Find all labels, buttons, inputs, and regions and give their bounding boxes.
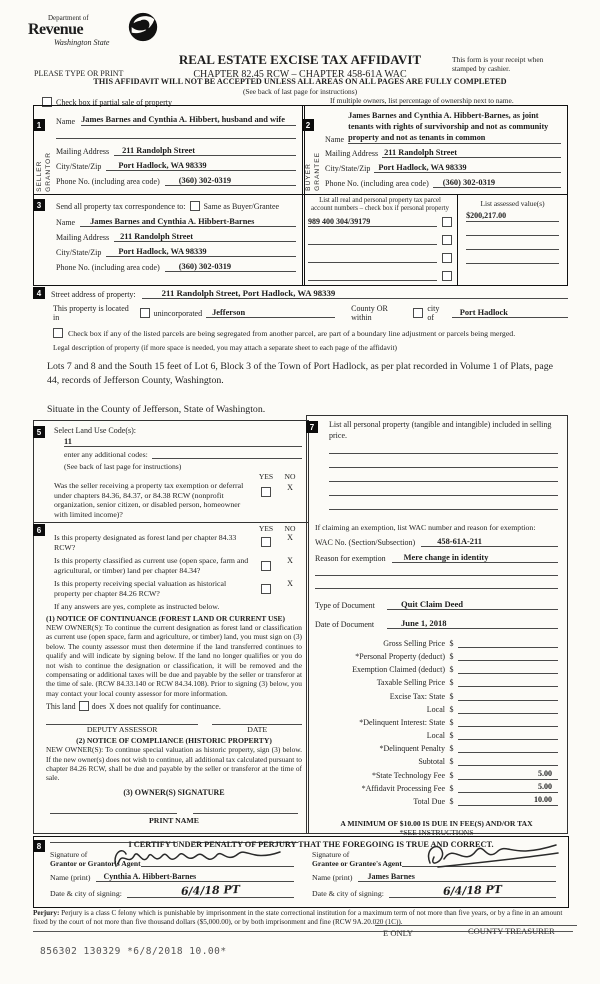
owner-signature-line[interactable] xyxy=(50,811,177,814)
grantor-date-value: 6/4/18 PT xyxy=(180,882,241,898)
parcel-number-line[interactable] xyxy=(308,260,437,263)
seller-phone-label: Phone No. (including area code) xyxy=(56,177,160,187)
seller-box xyxy=(33,105,305,286)
warning-line: THIS AFFIDAVIT WILL NOT BE ACCEPTED UNLESS ALL AREAS ON ALL PAGES ARE FULLY COMPLETED xyxy=(93,77,507,86)
fee-value[interactable] xyxy=(458,755,558,766)
dept-state-label: Washington State xyxy=(54,38,110,47)
use-only-label: E ONLY xyxy=(383,928,414,938)
unincorporated-label: unincorporated xyxy=(153,308,203,318)
exemption-question: Was the seller receiving a property tax exemption or deferral under chapters 84.36, 84.37, or 84.38 RCW (nonprofit organization, senior citizen, or disabled person, homeowner with limited income)? xyxy=(54,481,244,519)
county-treasurer-label: COUNTY TREASURER xyxy=(468,926,555,936)
additional-codes-line[interactable] xyxy=(152,456,302,459)
fee-row-delinq-int-local: Local $ xyxy=(315,727,558,740)
seller-csz-label: City/State/Zip xyxy=(56,162,102,172)
form-title: REAL ESTATE EXCISE TAX AFFIDAVIT xyxy=(178,52,422,67)
fee-row-excise-state: Excise Tax: State $ xyxy=(315,687,558,700)
parcel-number-line[interactable] xyxy=(308,278,437,281)
buyer-phone-value: (360) 302-0319 xyxy=(433,178,561,188)
print-name-label: PRINT NAME xyxy=(149,815,199,825)
seller-side-label: SELLER GRANTOR xyxy=(36,152,52,192)
personal-property-line[interactable] xyxy=(329,507,558,510)
seller-mailing-value: 211 Randolph Street xyxy=(114,146,296,156)
wac-value: 458-61A-211 xyxy=(421,537,558,547)
city-checkbox[interactable] xyxy=(413,308,423,318)
fee-value[interactable] xyxy=(458,637,558,648)
property-location-section xyxy=(33,287,568,415)
fee-value[interactable]: 5.00 xyxy=(458,782,558,793)
fee-value[interactable]: 10.00 xyxy=(458,795,558,806)
personal-property-section xyxy=(306,415,568,838)
seller-phone-value: (360) 302-0319 xyxy=(165,176,296,186)
current-use-row xyxy=(54,556,302,576)
seller-name-extra-line[interactable] xyxy=(56,136,296,139)
section-5-number: 5 xyxy=(33,426,45,438)
exemption-no-answer: X xyxy=(287,483,293,492)
forest-land-no-answer: X xyxy=(287,533,293,542)
deputy-assessor-label: DEPUTY ASSESSOR xyxy=(86,725,158,735)
corr-csz-label: City/State/Zip xyxy=(56,248,102,257)
current-use-no-answer: X xyxy=(287,556,293,565)
minimum-due-note: A MINIMUM OF $10.00 IS DUE IN FEE(S) AND/OR TAX xyxy=(340,819,533,829)
fee-row-taxable: Taxable Selling Price $ xyxy=(315,674,558,687)
forest-land-question: Is this property designated as forest land per chapter 84.33 RCW? xyxy=(54,533,237,552)
personal-property-line[interactable] xyxy=(329,451,558,454)
section-6-number: 6 xyxy=(33,524,45,536)
yes-no-header-5: YES NO xyxy=(258,472,296,481)
assessor-date-label: DATE xyxy=(247,725,268,735)
see-instructions-note: *SEE INSTRUCTIONS xyxy=(399,828,474,838)
partial-sale-label: Check box if partial sale of property xyxy=(56,98,172,107)
fee-row-personal: *Personal Property (deduct) $ xyxy=(315,648,558,661)
county-or-label: County OR within xyxy=(351,304,388,322)
city-value: Port Hadlock xyxy=(452,308,568,318)
section-3-number: 3 xyxy=(33,199,45,211)
corr-mailing-value: 211 Randolph Street xyxy=(114,232,296,242)
segregated-label: Check box if any of the listed parcels are being segregated from another parcel, are part of a boundary line adjustment or parcels being merged. xyxy=(68,328,516,338)
seller-csz-value: Port Hadlock, WA 98339 xyxy=(106,161,296,171)
land-use-label: Select Land Use Code(s): xyxy=(54,426,136,435)
notice2-body: NEW OWNER(S): To continue special valuation as historic property, sign (3) below. If the new owner(s) does not wish to continue, all additional tax calculated pursuant to chapter 84.26 RCW, shall be due and payable by the seller or transferor at the time of sale. xyxy=(46,745,302,783)
parcel-number-line[interactable] xyxy=(308,242,437,245)
fee-value[interactable] xyxy=(458,703,558,714)
yes-no-header-6: YES NO xyxy=(258,524,296,533)
land-use-code-value: 11 xyxy=(64,437,302,447)
grantor-sig-of-label: Signature of xyxy=(50,850,88,859)
fee-value[interactable] xyxy=(458,716,558,727)
fee-row-processing-fee: *Affidavit Processing Fee $ 5.00 xyxy=(315,780,558,793)
see-back-note: (See back of last page for instructions) xyxy=(242,87,358,96)
grantor-agent-label: Grantor or Grantor's Agent xyxy=(50,859,141,869)
segregated-checkbox[interactable] xyxy=(53,328,63,338)
fee-value[interactable] xyxy=(458,663,558,674)
grantee-sig-of-label: Signature of xyxy=(312,850,350,859)
type-or-print-label: PLEASE TYPE OR PRINT xyxy=(34,69,124,78)
assessor-labels-row xyxy=(46,725,302,734)
exemption-claim-label: If claiming an exemption, list WAC number and reason for exemption: xyxy=(315,522,536,532)
corr-csz-value: Port Hadlock, WA 98339 xyxy=(106,247,296,257)
seller-name-value: James Barnes and Cynthia A. Hibbert, husband and wife xyxy=(81,114,296,126)
historical-no-answer: X xyxy=(287,579,293,588)
perjury-label: Perjury: xyxy=(33,909,60,917)
dept-big-label: Revenue xyxy=(28,21,84,38)
section-8-number: 8 xyxy=(33,840,45,852)
city-of-label: city of xyxy=(427,304,440,322)
corr-name-label: Name xyxy=(56,218,76,227)
corr-name-value: James Barnes and Cynthia A. Hibbert-Barnes xyxy=(80,217,296,227)
assessed-value-line[interactable] xyxy=(466,233,559,236)
personal-property-line[interactable] xyxy=(329,493,558,496)
exemption-question-row xyxy=(54,481,302,519)
corr-phone-value: (360) 302-0319 xyxy=(165,262,296,272)
grantee-agent-label: Grantee or Grantee's Agent xyxy=(312,859,402,869)
personal-property-checkbox[interactable] xyxy=(442,235,452,245)
doc-type-value: Quit Claim Deed xyxy=(387,599,558,610)
grantor-signature-block xyxy=(34,850,304,898)
multiple-owners-note: If multiple owners, list percentage of ownership next to name. xyxy=(330,96,514,105)
parcels-box xyxy=(303,194,567,285)
doc-date-value: June 1, 2018 xyxy=(387,618,558,629)
tax-correspondence-box xyxy=(34,194,304,285)
grantor-signature xyxy=(112,844,284,870)
owners-signature-label: (3) OWNER(S) SIGNATURE xyxy=(123,787,225,797)
perjury-body: Perjury is a class C felony which is punishable by imprisonment in the state correctional institution for a maximum term of not more than five years, or by a fine in an amount fixed by the court of not more than five thousand dollars ($5,000.00), or by both imprisonment and fine (RCW 9A.20.020 (1C)). xyxy=(33,909,563,927)
historical-yes-checkbox[interactable] xyxy=(261,584,271,594)
grantee-signature-block xyxy=(304,850,568,898)
same-as-buyer-checkbox[interactable] xyxy=(190,201,200,211)
exemption-extra-line[interactable] xyxy=(315,586,558,589)
grantee-date-value: 6/4/18 PT xyxy=(442,882,503,898)
current-use-yes-checkbox[interactable] xyxy=(261,561,271,571)
personal-property-checkbox[interactable] xyxy=(442,217,452,227)
fee-value[interactable] xyxy=(458,742,558,753)
buyer-name-label: Name xyxy=(325,135,345,145)
corr-phone-label: Phone No. (including area code) xyxy=(56,263,160,272)
certification-section xyxy=(33,836,569,908)
legal-description-label: Legal description of property (if more space is needed, you may attach a separate sheet to each page of the affidavit) xyxy=(53,343,397,352)
assessed-value-line[interactable] xyxy=(466,261,559,264)
notice2-title: (2) NOTICE OF COMPLIANCE (HISTORIC PROPERTY) xyxy=(76,736,272,746)
additional-codes-label: enter any additional codes: xyxy=(64,450,148,459)
does-qualify-checkbox[interactable] xyxy=(79,701,89,711)
exemption-extra-line[interactable] xyxy=(315,573,558,576)
does-not-qualify-answer: X does not qualify for continuance. xyxy=(109,701,221,711)
street-address-label: Street address of property: xyxy=(51,290,136,299)
unincorporated-checkbox[interactable] xyxy=(140,308,150,318)
this-land-row: This land does X does not qualify for continuance. xyxy=(46,701,221,711)
current-use-question: Is this property classified as current use (open space, farm and agricultural, or timber) land per chapter 84.34? xyxy=(54,556,249,575)
buyer-box xyxy=(302,105,568,286)
forest-land-yes-checkbox[interactable] xyxy=(261,537,271,547)
assessed-header: List assessed value(s) xyxy=(480,199,545,208)
buyer-mailing-value: 211 Randolph Street xyxy=(382,148,561,158)
wac-label: WAC No. (Section/Subsection) xyxy=(315,537,416,547)
grantee-date-line[interactable] xyxy=(389,884,556,898)
assessed-value-line[interactable] xyxy=(466,247,559,250)
fee-row-tech-fee: *State Technology Fee $ 5.00 xyxy=(315,766,558,779)
fee-value[interactable]: 5.00 xyxy=(458,769,558,780)
exemption-yes-checkbox[interactable] xyxy=(261,487,271,497)
notice1-title: (1) NOTICE OF CONTINUANCE (FOREST LAND OR CURRENT USE) xyxy=(46,614,286,623)
grantee-name-value: James Barnes xyxy=(358,872,557,882)
seller-name-label: Name xyxy=(56,117,76,127)
personal-property-checkbox[interactable] xyxy=(442,271,452,281)
personal-property-label: List all personal property (tangible and intangible) included in selling price. xyxy=(329,420,552,440)
form-title-block xyxy=(140,52,460,80)
fee-value[interactable] xyxy=(458,676,558,687)
dept-small-label: Department of xyxy=(48,14,89,22)
fee-row-total-due: Total Due $ 10.00 xyxy=(315,793,558,806)
personal-property-checkbox[interactable] xyxy=(442,253,452,263)
doc-type-label: Type of Document xyxy=(315,600,375,610)
buyer-csz-value: Port Hadlock, WA 98339 xyxy=(374,163,561,173)
seller-mailing-label: Mailing Address xyxy=(56,147,110,157)
notice1-body: NEW OWNER(S): To continue the current designation as forest land or classification as current use (open space, farm and agriculture, or timber) land, you must sign on (3) below. The county assessor must then determine if the land transferred continues to qualify and will indicate by signing below. If the land no longer qualifies or you do not wish to continue the designation or classification, it will be removed and the compensating or additional taxes will be due and payable by the seller or transferor at the time of sale. (RCW 84.33.140 or RCW 84.34.108). Prior to signing (3) below, you may contact your local county assessor for more information. xyxy=(46,623,302,698)
section-2-number: 2 xyxy=(302,119,314,131)
certify-statement: I CERTIFY UNDER PENALTY OF PERJURY THAT THE FOREGOING IS TRUE AND CORRECT. xyxy=(128,840,494,849)
parcels-header: List all real and personal property tax parcel account numbers – check box if personal property xyxy=(311,197,450,212)
historical-question: Is this property receiving special valuation as historical property per chapter 84.26 RCW? xyxy=(54,579,227,598)
fee-value[interactable] xyxy=(458,650,558,661)
section-7-number: 7 xyxy=(306,421,318,433)
personal-property-line[interactable] xyxy=(329,479,558,482)
section-1-number: 1 xyxy=(33,119,45,131)
fee-table xyxy=(315,635,558,806)
same-as-buyer-label: Same as Buyer/Grantee xyxy=(203,201,280,211)
section-4-number: 4 xyxy=(33,287,45,299)
fee-row-delinq-penalty: *Delinquent Penalty $ xyxy=(315,740,558,753)
buyer-name-value: James Barnes and Cynthia A. Hibbert-Barnes, as joint tenants with rights of survivorship and not as community property and not as tenants in common xyxy=(348,111,561,144)
owner-signature-line[interactable] xyxy=(193,811,298,814)
grantor-date-label: Date & city of signing: xyxy=(50,888,122,898)
grantee-signature xyxy=(420,841,560,871)
buyer-mailing-label: Mailing Address xyxy=(325,149,379,159)
see-back-note-2: (See back of last page for instructions) xyxy=(64,462,182,471)
historical-row xyxy=(54,579,302,599)
send-correspondence-label: Send all property tax correspondence to: xyxy=(56,201,186,211)
land-use-section xyxy=(33,420,309,834)
grantor-name-value: Cynthia A. Hibbert-Barnes xyxy=(96,872,295,882)
parcel-number: 989 400 304/39179 xyxy=(308,217,437,227)
fee-row-excise-local: Local $ xyxy=(315,701,558,714)
county-value: Jefferson xyxy=(206,308,335,318)
exemption-reason-value: Mere change in identity xyxy=(392,553,558,563)
corr-mailing-label: Mailing Address xyxy=(56,233,110,242)
form-subtitle: CHAPTER 82.45 RCW – CHAPTER 458-61A WAC xyxy=(193,69,407,80)
grantor-date-line[interactable] xyxy=(127,884,294,898)
grantor-name-print-label: Name (print) xyxy=(50,872,91,882)
located-in-label: This property is located in xyxy=(53,304,129,322)
situate-value: Situate in the County of Jefferson, State of Washington. xyxy=(47,404,266,416)
cashier-stamp: 856302 130329 *6/8/2018 10.00* xyxy=(40,946,227,957)
fee-value[interactable] xyxy=(458,729,558,740)
if-any-note: If any answers are yes, complete as instructed below. xyxy=(54,602,220,611)
buyer-phone-label: Phone No. (including area code) xyxy=(325,179,429,189)
legal-description-value: Lots 7 and 8 and the South 15 feet of Lot 6, Block 3 of the Town of Port Hadlock, as per plat recorded in Volume 1 of Plats, page 44, records of Jefferson County, Washington. xyxy=(47,361,553,387)
personal-property-line[interactable] xyxy=(329,465,558,468)
forest-land-row xyxy=(54,533,302,552)
dor-logo xyxy=(28,14,188,47)
receipt-note: This form is your receipt when stamped by cashier. xyxy=(452,55,544,74)
exemption-reason-label: Reason for exemption xyxy=(315,553,386,563)
buyer-csz-label: City/State/Zip xyxy=(325,164,371,174)
doc-date-label: Date of Document xyxy=(315,619,375,629)
grantee-date-label: Date & city of signing: xyxy=(312,888,384,898)
dor-swirl-icon xyxy=(126,10,160,44)
grantee-name-print-label: Name (print) xyxy=(312,872,353,882)
street-address-value: 211 Randolph Street, Port Hadlock, WA 98339 xyxy=(142,288,568,299)
fee-row-delinq-int-state: *Delinquent Interest: State $ xyxy=(315,714,558,727)
fee-row-gross: Gross Selling Price $ xyxy=(315,635,558,648)
fee-value[interactable] xyxy=(458,690,558,701)
fee-row-exemption: Exemption Claimed (deduct) $ xyxy=(315,661,558,674)
assessed-value: $200,217.00 xyxy=(466,211,559,222)
section-6 xyxy=(34,522,308,843)
fee-row-subtotal: Subtotal $ xyxy=(315,753,558,766)
buyer-side-label: BUYER GRANTEE xyxy=(305,152,321,191)
